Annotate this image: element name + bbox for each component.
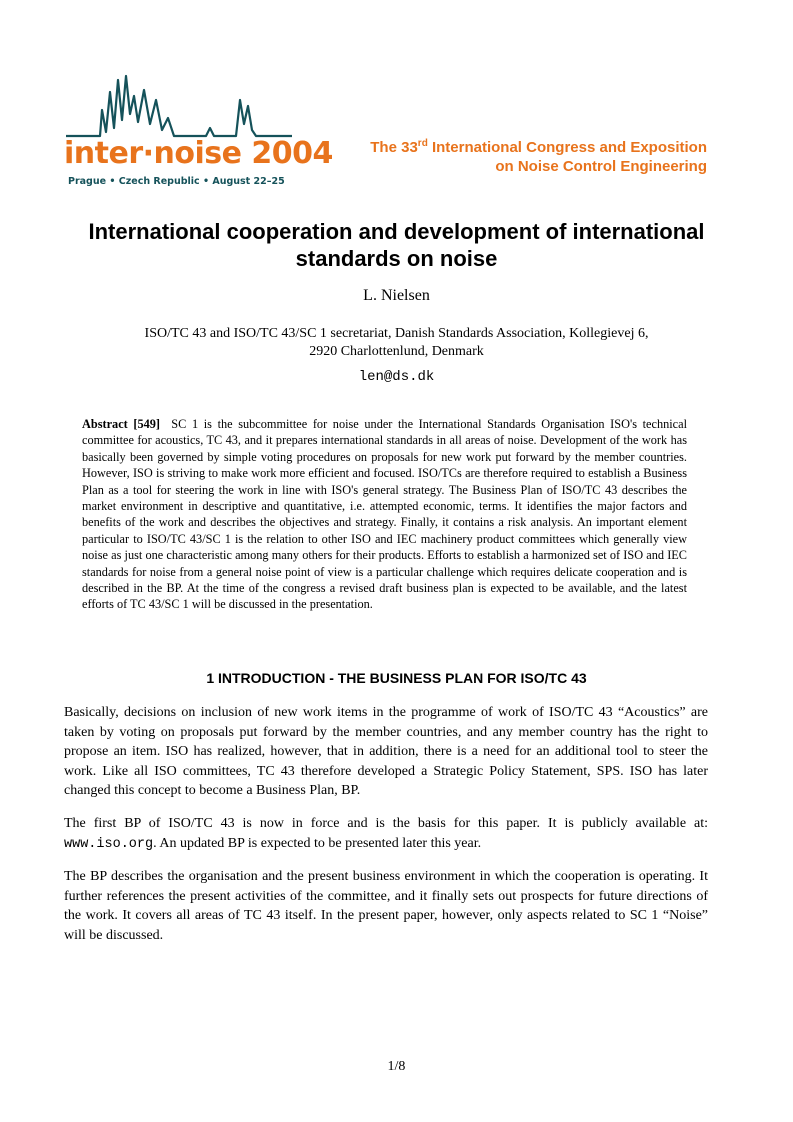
logo-name: inter·noise 2004 <box>64 136 333 171</box>
author-affiliation <box>80 325 713 361</box>
intro-paragraph-3: The BP describes the organisation and the present business environment in which the cooperation is operating. It further references the present activities of the committee, and it finally sets out prospects for future directions of the work. It covers all areas of TC 43 itself. In the present paper, however, only aspects related to SC 1 “Noise” will be discussed. <box>64 869 708 943</box>
abstract-text: SC 1 is the subcommittee for noise under the International Standards Organisation ISO's technical committee for acoustics, TC 43, and it prepares international standards in all areas of noise. Development of the work has basically been governed by simple voting procedures on proposals for new work put forward by the member countries. However, ISO is striving to make work more efficient and focused. ISO/TCs are therefore required to establish a Business Plan as a tool for steering the work in line with ISO's general strategy. The Business Plan of ISO/TC 43 describes the market environment in descriptive and quantitative, i.e. attempted economic, terms. It identifies the major factors and benefits of the work and describes the objectives and strategy. Finally, it contains a risk analysis. An important element particular to ISO/TC 43/SC 1 is the relation to other ISO and IEC machinery product committees which generally view noise as just one characteristic among many others for their products. Efforts to establish a harmonized set of ISO and IEC standards for noise from a general noise point of view is a particular challenge which requires delicate cooperation and is described in the BP. At the time of the congress a revised draft business plan is expected to be available, and the latest efforts of TC 43/SC 1 will be discussed in the presentation. <box>82 417 687 612</box>
affiliation-line-1: ISO/TC 43 and ISO/TC 43/SC 1 secretariat, Danish Standards Association, Kollegievej 6, <box>144 326 649 341</box>
conference-logo <box>64 70 333 195</box>
paragraph-2-text-end: . An updated BP is expected to be presented later this year. <box>153 835 482 851</box>
logo-wordmark <box>64 136 333 171</box>
affiliation-line-2: 2920 Charlottenlund, Denmark <box>309 344 484 359</box>
congress-ordinal: rd <box>417 138 428 149</box>
paper-title: International cooperation and development of international standards on noise <box>88 219 705 271</box>
abstract-label: Abstract [549] <box>82 417 161 431</box>
congress-prefix: The 33 <box>370 139 418 156</box>
intro-paragraph-2 <box>64 814 708 854</box>
paragraph-2-text: The first BP of ISO/TC 43 is now in force and is the basis for this paper. It is publicly available at: <box>64 816 708 831</box>
congress-line-1 <box>370 138 707 157</box>
congress-line-1-rest: International Congress and Exposition <box>427 139 707 156</box>
page-number: 1/8 <box>387 1059 406 1074</box>
intro-paragraph-1: Basically, decisions on inclusion of new work items in the programme of work of ISO/TC 43 “Acoustics” are taken by voting on proposals put forward by the member countries, and any member country has the right to propose an item. ISO has realized, however, that in addition, there is a need for an additional tool to steer the work. Like all ISO committees, TC 43 therefore developed a Strategic Policy Statement, SPS. ISO has later changed this concept to become a Business Plan, BP. <box>64 705 708 799</box>
paper-author: L. Nielsen <box>363 287 430 304</box>
congress-header <box>370 138 707 176</box>
iso-website-link[interactable]: www.iso.org <box>64 836 154 852</box>
section-heading: 1 INTRODUCTION - THE BUSINESS PLAN FOR ISO/TC 43 <box>206 670 587 686</box>
congress-line-2: on Noise Control Engineering <box>495 158 707 175</box>
abstract <box>82 416 687 613</box>
prague-skyline-icon <box>64 70 294 140</box>
author-email[interactable]: len@ds.dk <box>358 369 435 385</box>
logo-subtitle: Prague • Czech Republic • August 22–25 <box>68 176 285 187</box>
